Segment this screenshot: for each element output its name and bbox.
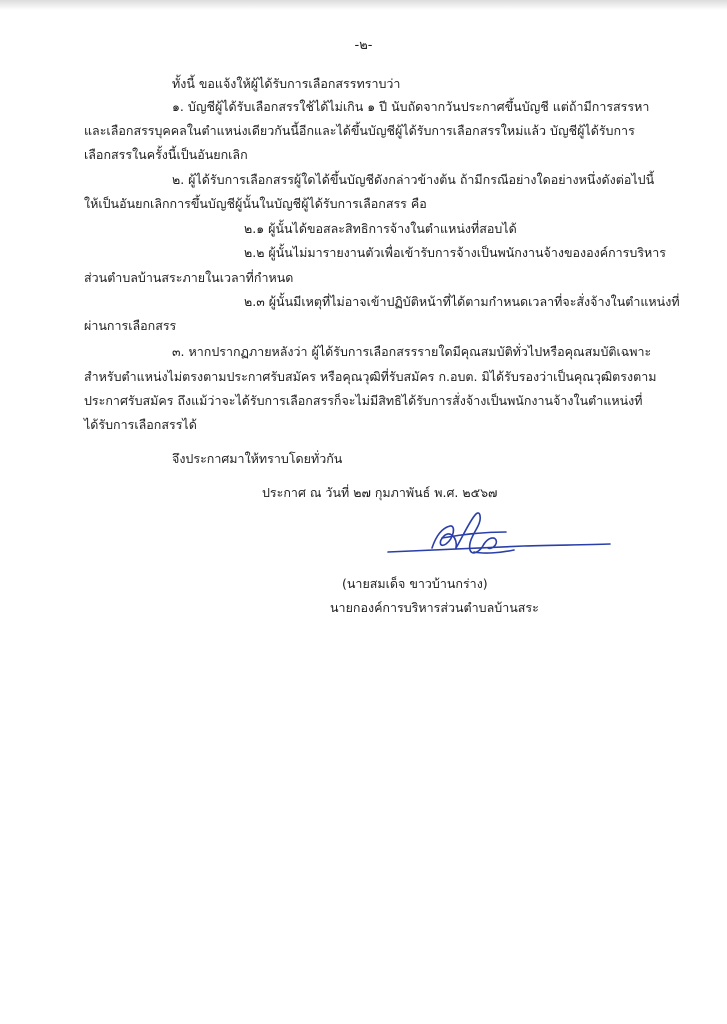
item-1-line-2: และเลือกสรรบุคคลในตำแหน่งเดียวกันนี้อีกและได้ขึ้นบัญชีผู้ได้รับการเลือกสรรใหม่แล้ว บัญชีผู้ได้รับการ xyxy=(84,123,635,138)
item-2-3-line-1: ๒.๓ ผู้นั้นมีเหตุที่ไม่อาจเข้าปฏิบัติหน้าที่ได้ตามกำหนดเวลาที่จะสั่งจ้างในตำแหน่งที่ xyxy=(244,294,680,309)
scan-edge-shadow xyxy=(0,0,727,10)
item-3-line-3: ประกาศรับสมัคร ถึงแม้ว่าจะได้รับการเลือกสรรก็จะไม่มีสิทธิได้รับการสั่งจ้างเป็นพนักงานจ้างในตำแหน่งที่ xyxy=(84,393,643,408)
item-2-3-line-2: ผ่านการเลือกสรร xyxy=(84,318,177,333)
item-3-line-1: ๓. หากปรากฏภายหลังว่า ผู้ได้รับการเลือกสรรรายใดมีคุณสมบัติทั่วไปหรือคุณสมบัติเฉพาะ xyxy=(172,344,652,359)
item-1-line-1: ๑. บัญชีผู้ได้รับเลือกสรรใช้ได้ไม่เกิน ๑ ปี นับถัดจากวันประกาศขึ้นบัญชี แต่ถ้ามีการสรรหา xyxy=(172,99,650,114)
page-number: -๒- xyxy=(354,38,373,53)
signature-icon xyxy=(384,508,614,564)
item-2-2-line-2: ส่วนตำบลบ้านสระภายในเวลาที่กำหนด xyxy=(84,270,294,285)
announcement-date: ประกาศ ณ วันที่ ๒๗ กุมภาพันธ์ พ.ศ. ๒๕๖๗ xyxy=(262,485,498,500)
item-1-line-3: เลือกสรรในครั้งนี้เป็นอันยกเลิก xyxy=(84,147,248,162)
item-3-line-4: ได้รับการเลือกสรรได้ xyxy=(84,417,197,432)
signature-block xyxy=(300,508,660,615)
signatory-title: นายกองค์การบริหารส่วนตำบลบ้านสระ xyxy=(330,600,539,615)
item-3-line-2: สำหรับตำแหน่งไม่ตรงตามประกาศรับสมัคร หรือคุณวุฒิที่รับสมัคร ก.อบต. มิได้รับรองว่าเป็นคุณวุฒิตรงตาม xyxy=(84,369,657,384)
item-2-1: ๒.๑ ผู้นั้นได้ขอสละสิทธิการจ้างในตำแหน่งที่สอบได้ xyxy=(244,221,517,236)
item-2-line-2: ให้เป็นอันยกเลิกการขึ้นบัญชีผู้นั้นในบัญชีผู้ได้รับการเลือกสรร คือ xyxy=(84,196,427,211)
item-2-2-line-1: ๒.๒ ผู้นั้นไม่มารายงานตัวเพื่อเข้ารับการจ้างเป็นพนักงานจ้างขององค์การบริหาร xyxy=(244,245,667,260)
signatory-name: (นายสมเด็จ ขาวบ้านกร่าง) xyxy=(342,576,488,591)
item-2-line-1: ๒. ผู้ได้รับการเลือกสรรผู้ใดได้ขึ้นบัญชีดังกล่าวข้างต้น ถ้ามีกรณีอย่างใดอย่างหนึ่งดังต่อไปนี้ xyxy=(172,172,655,187)
closing-text: จึงประกาศมาให้ทราบโดยทั่วกัน xyxy=(172,451,343,466)
intro-text: ทั้งนี้ ขอแจ้งให้ผู้ได้รับการเลือกสรรทราบว่า xyxy=(172,76,401,91)
